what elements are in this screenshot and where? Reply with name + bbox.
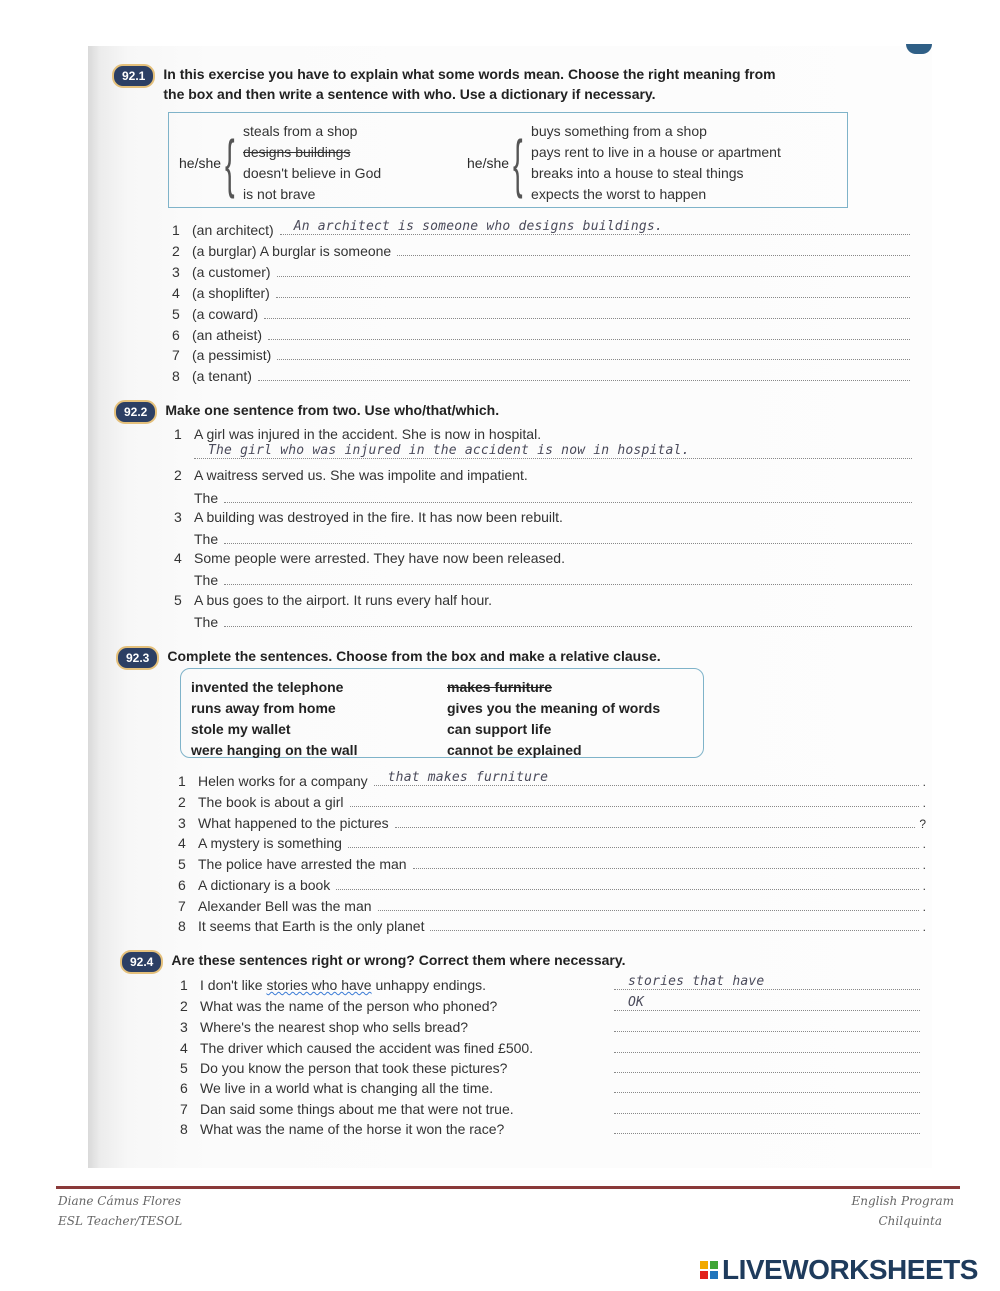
ex3-item-4 [178,835,926,851]
answer-field[interactable] [277,347,910,360]
ex4-item-1-prompt [180,977,486,993]
end-punctuation: . [922,879,926,893]
item-prompt: A girl was injured in the accident. She is now in hospital. [194,426,542,442]
item-prompt: A mystery is something [198,835,342,851]
logo-icon [700,1261,718,1279]
handwritten-answer: stories that have [628,974,765,989]
clause-option: invented the telephone [191,679,344,695]
handwritten-answer: that makes furniture [387,770,549,785]
ex4-item-1-answer [614,974,920,990]
instruction-line: the box and then write a sentence with who. Use a dictionary if necessary. [163,86,656,102]
ex4-item-4-answer [614,1040,920,1053]
item-prompt: What was the name of the person who phoned? [200,998,498,1014]
ex2-item-4-prompt [174,550,565,566]
end-punctuation: . [922,858,926,872]
item-prompt: The book is about a girl [198,794,344,810]
ex3-item-6 [178,877,926,893]
answer-field[interactable] [430,918,918,931]
answer-field[interactable] [395,815,916,828]
instruction-line: In this exercise you have to explain what some words mean. Choose the right meaning from [163,66,776,82]
ex2-item-3-answer-row [194,531,912,547]
item-number: 7 [178,898,186,914]
exercise-badge: 92.4 [120,950,163,974]
item-prompt: (a tenant) [192,368,252,384]
ex1-item-2 [172,243,910,259]
footer-divider [56,1186,960,1189]
answer-field[interactable] [224,572,912,585]
item-number: 6 [178,877,186,893]
item-number: 8 [180,1121,188,1137]
logo-square [710,1261,718,1269]
item-prompt: We live in a world what is changing all the time. [200,1080,494,1096]
answer-field[interactable] [268,327,910,340]
exercise-badge: 92.2 [114,400,157,424]
clause-option: runs away from home [191,700,336,716]
ex2-item-1-answer-row [194,443,912,459]
logo-text: LIVEWORKSHEETS [722,1254,978,1285]
meaning-option: pays rent to live in a house or apartment [531,144,781,160]
meaning-option: buys something from a shop [531,123,707,139]
answer-field[interactable] [614,1060,920,1073]
ex1-item-6 [172,327,910,343]
end-punctuation: . [922,775,926,789]
ex4-item-8-answer [614,1121,920,1134]
item-number: 7 [180,1101,188,1117]
answer-field[interactable] [258,368,910,381]
answer-start-word: The [194,614,219,630]
answer-start-word: The [194,572,219,588]
item-prompt: A waitress served us. She was impolite and impatient. [194,467,528,483]
ex1-item-4 [172,285,910,301]
he-she-label: he/she [179,155,222,171]
ex3-item-2 [178,794,926,810]
end-punctuation: . [922,920,926,934]
item-prompt: Dan said some things about me that were not true. [200,1101,514,1117]
exercise-92-4-header [120,950,625,974]
item-prompt: (a coward) [192,306,259,322]
meaning-option: doesn't believe in God [243,165,382,181]
item-prompt: A building was destroyed in the fire. It has now been rebuilt. [194,509,563,525]
item-prompt: A dictionary is a book [198,877,331,893]
exercise-92-1-header [112,64,776,104]
clause-option: can support life [447,721,552,737]
ex1-item-1 [172,219,910,238]
item-number: 4 [178,835,186,851]
answer-field[interactable] [276,285,910,298]
item-prompt: Alexander Bell was the man [198,898,372,914]
answer-field[interactable] [614,995,920,1011]
meanings-left-group [179,121,381,205]
clause-option: gives you the meaning of words [447,700,661,716]
ex2-item-4-answer-row [194,572,912,588]
ex4-item-8-prompt [180,1121,504,1137]
answer-field[interactable] [350,794,919,807]
item-prompt: The police have arrested the man [198,856,407,872]
brace-icon: { [225,127,235,199]
item-number: 5 [174,592,182,608]
item-prompt: What happened to the pictures [198,815,389,831]
footer-author: Diane Cámus Flores [58,1194,182,1208]
meaning-option: breaks into a house to steal things [531,165,744,181]
ex3-item-8 [178,918,926,934]
answer-field[interactable] [614,1080,920,1093]
item-prompt: (an architect) [192,222,274,238]
marked-phrase: stories who have [266,977,372,993]
answer-field[interactable] [336,877,918,890]
ex2-item-3-prompt [174,509,563,525]
item-prompt: Helen works for a company [198,773,368,789]
footer-organization: Chilquinta [878,1214,942,1228]
end-punctuation: . [922,837,926,851]
answer-field[interactable] [614,1101,920,1114]
answer-field[interactable] [413,856,919,869]
item-number: 8 [178,918,186,934]
ex3-item-3 [178,815,926,831]
ex1-item-7 [172,347,910,363]
exercise-instruction: Make one sentence from two. Use who/that/which. [165,402,500,418]
answer-field[interactable] [614,1040,920,1053]
ex3-item-5 [178,856,926,872]
brace-icon: { [513,127,523,199]
meaning-option: expects the worst to happen [531,186,707,202]
meanings-right-group [467,121,781,205]
meaning-options-right [531,121,781,205]
item-number: 3 [174,509,182,525]
exercise-badge: 92.1 [112,64,155,88]
ex4-item-5-prompt [180,1060,507,1076]
exercise-92-3-header [116,646,661,670]
item-number: 4 [172,285,180,301]
clause-option: cannot be explained [447,742,582,758]
clauses-left-column [191,677,357,761]
answer-field[interactable] [264,306,910,319]
item-prompt: (a pessimist) [192,347,272,363]
end-punctuation: . [922,796,926,810]
item-number: 6 [180,1080,188,1096]
item-number: 7 [172,347,180,363]
meaning-option: steals from a shop [243,123,358,139]
item-prompt: (a shoplifter) [192,285,270,301]
answer-field[interactable] [348,835,919,848]
item-number: 3 [180,1019,188,1035]
prompt-text: unhappy endings. [375,977,486,993]
clause-option: stole my wallet [191,721,291,737]
logo-square [710,1271,718,1279]
item-number: 5 [172,306,180,322]
answer-field[interactable] [277,264,910,277]
handwritten-answer: An architect is someone who designs buildings. [293,219,663,234]
end-punctuation: ? [919,817,926,831]
answer-field[interactable] [614,1121,920,1134]
handwritten-answer: OK [628,995,645,1010]
ex1-item-5 [172,306,910,322]
he-she-label: he/she [467,155,510,171]
footer-author-title: ESL Teacher/TESOL [58,1214,183,1228]
item-number: 3 [178,815,186,831]
item-number: 2 [172,243,180,259]
item-number: 5 [178,856,186,872]
answer-start-word: The [194,531,219,547]
exercise-instruction [163,64,775,104]
item-prompt: Do you know the person that took these pictures? [200,1060,508,1076]
item-prompt: (a customer) [192,264,271,280]
logo-square [700,1271,708,1279]
item-number: 1 [180,977,188,993]
answer-field[interactable] [374,770,919,786]
clauses-right-column [447,677,660,761]
item-prompt: (an atheist) [192,327,263,343]
ex4-item-4-prompt [180,1040,533,1056]
item-number: 6 [172,327,180,343]
item-number: 4 [180,1040,188,1056]
meaning-options-left [243,121,381,205]
item-number: 8 [172,368,180,384]
ex4-item-3-answer [614,1019,920,1032]
prompt-text: I don't like [200,977,263,993]
exercise-instruction: Complete the sentences. Choose from the box and make a relative clause. [167,648,661,664]
ex3-item-7 [178,898,926,914]
footer-program: English Program [851,1194,954,1208]
ex1-item-8 [172,368,910,384]
ex2-item-5-prompt [174,592,492,608]
ex1-item-3 [172,264,910,280]
ex4-item-2-answer [614,995,920,1011]
ex2-item-1-prompt [174,426,541,442]
item-number: 5 [180,1060,188,1076]
item-number: 1 [174,426,182,442]
ex2-item-2-answer-row [194,490,912,506]
ex3-item-1 [178,770,926,789]
item-number: 3 [172,264,180,280]
ex4-item-5-answer [614,1060,920,1073]
ex4-item-7-answer [614,1101,920,1114]
answer-field[interactable] [378,898,919,911]
answer-field[interactable] [614,1019,920,1032]
ex4-item-7-prompt [180,1101,514,1117]
clause-option-used: makes furniture [447,679,553,695]
exercise-92-2-header [114,400,499,424]
answer-start-word: The [194,490,219,506]
item-prompt: The driver which caused the accident was fined £500. [200,1040,534,1056]
item-prompt [200,977,486,993]
answer-field[interactable] [224,531,912,544]
item-number: 2 [180,998,188,1014]
answer-field[interactable] [397,243,910,256]
meaning-option: is not brave [243,186,316,202]
exercise-instruction: Are these sentences right or wrong? Correct them where necessary. [171,952,626,968]
liveworksheets-logo [700,1254,978,1286]
ex4-item-2-prompt [180,998,497,1014]
ex2-item-5-answer-row [194,614,912,630]
item-number: 4 [174,550,182,566]
meanings-box [168,112,848,208]
item-prompt: A bus goes to the airport. It runs every half hour. [194,592,493,608]
item-prompt: What was the name of the horse it won the race? [200,1121,505,1137]
item-number: 2 [174,467,182,483]
meaning-option-used: designs buildings [243,144,351,160]
clauses-box [180,668,704,758]
item-prompt: (a burglar) A burglar is someone [192,243,392,259]
item-number: 1 [172,222,180,238]
item-prompt: It seems that Earth is the only planet [198,918,425,934]
answer-field[interactable] [194,443,912,459]
answer-field[interactable] [280,219,910,235]
answer-field[interactable] [224,490,912,503]
exercise-badge: 92.3 [116,646,159,670]
item-prompt: Where's the nearest shop who sells bread? [200,1019,469,1035]
end-punctuation: . [922,900,926,914]
clause-option: were hanging on the wall [191,742,358,758]
handwritten-answer: The girl who was injured in the accident is now in hospital. [208,443,690,458]
ex4-item-3-prompt [180,1019,468,1035]
item-number: 2 [178,794,186,810]
logo-square [700,1261,708,1269]
answer-field[interactable] [224,614,912,627]
ex4-item-6-prompt [180,1080,493,1096]
item-prompt: Some people were arrested. They have now been released. [194,550,565,566]
item-number: 1 [178,773,186,789]
ex4-item-6-answer [614,1080,920,1093]
ex2-item-2-prompt [174,467,528,483]
answer-field[interactable] [614,974,920,990]
